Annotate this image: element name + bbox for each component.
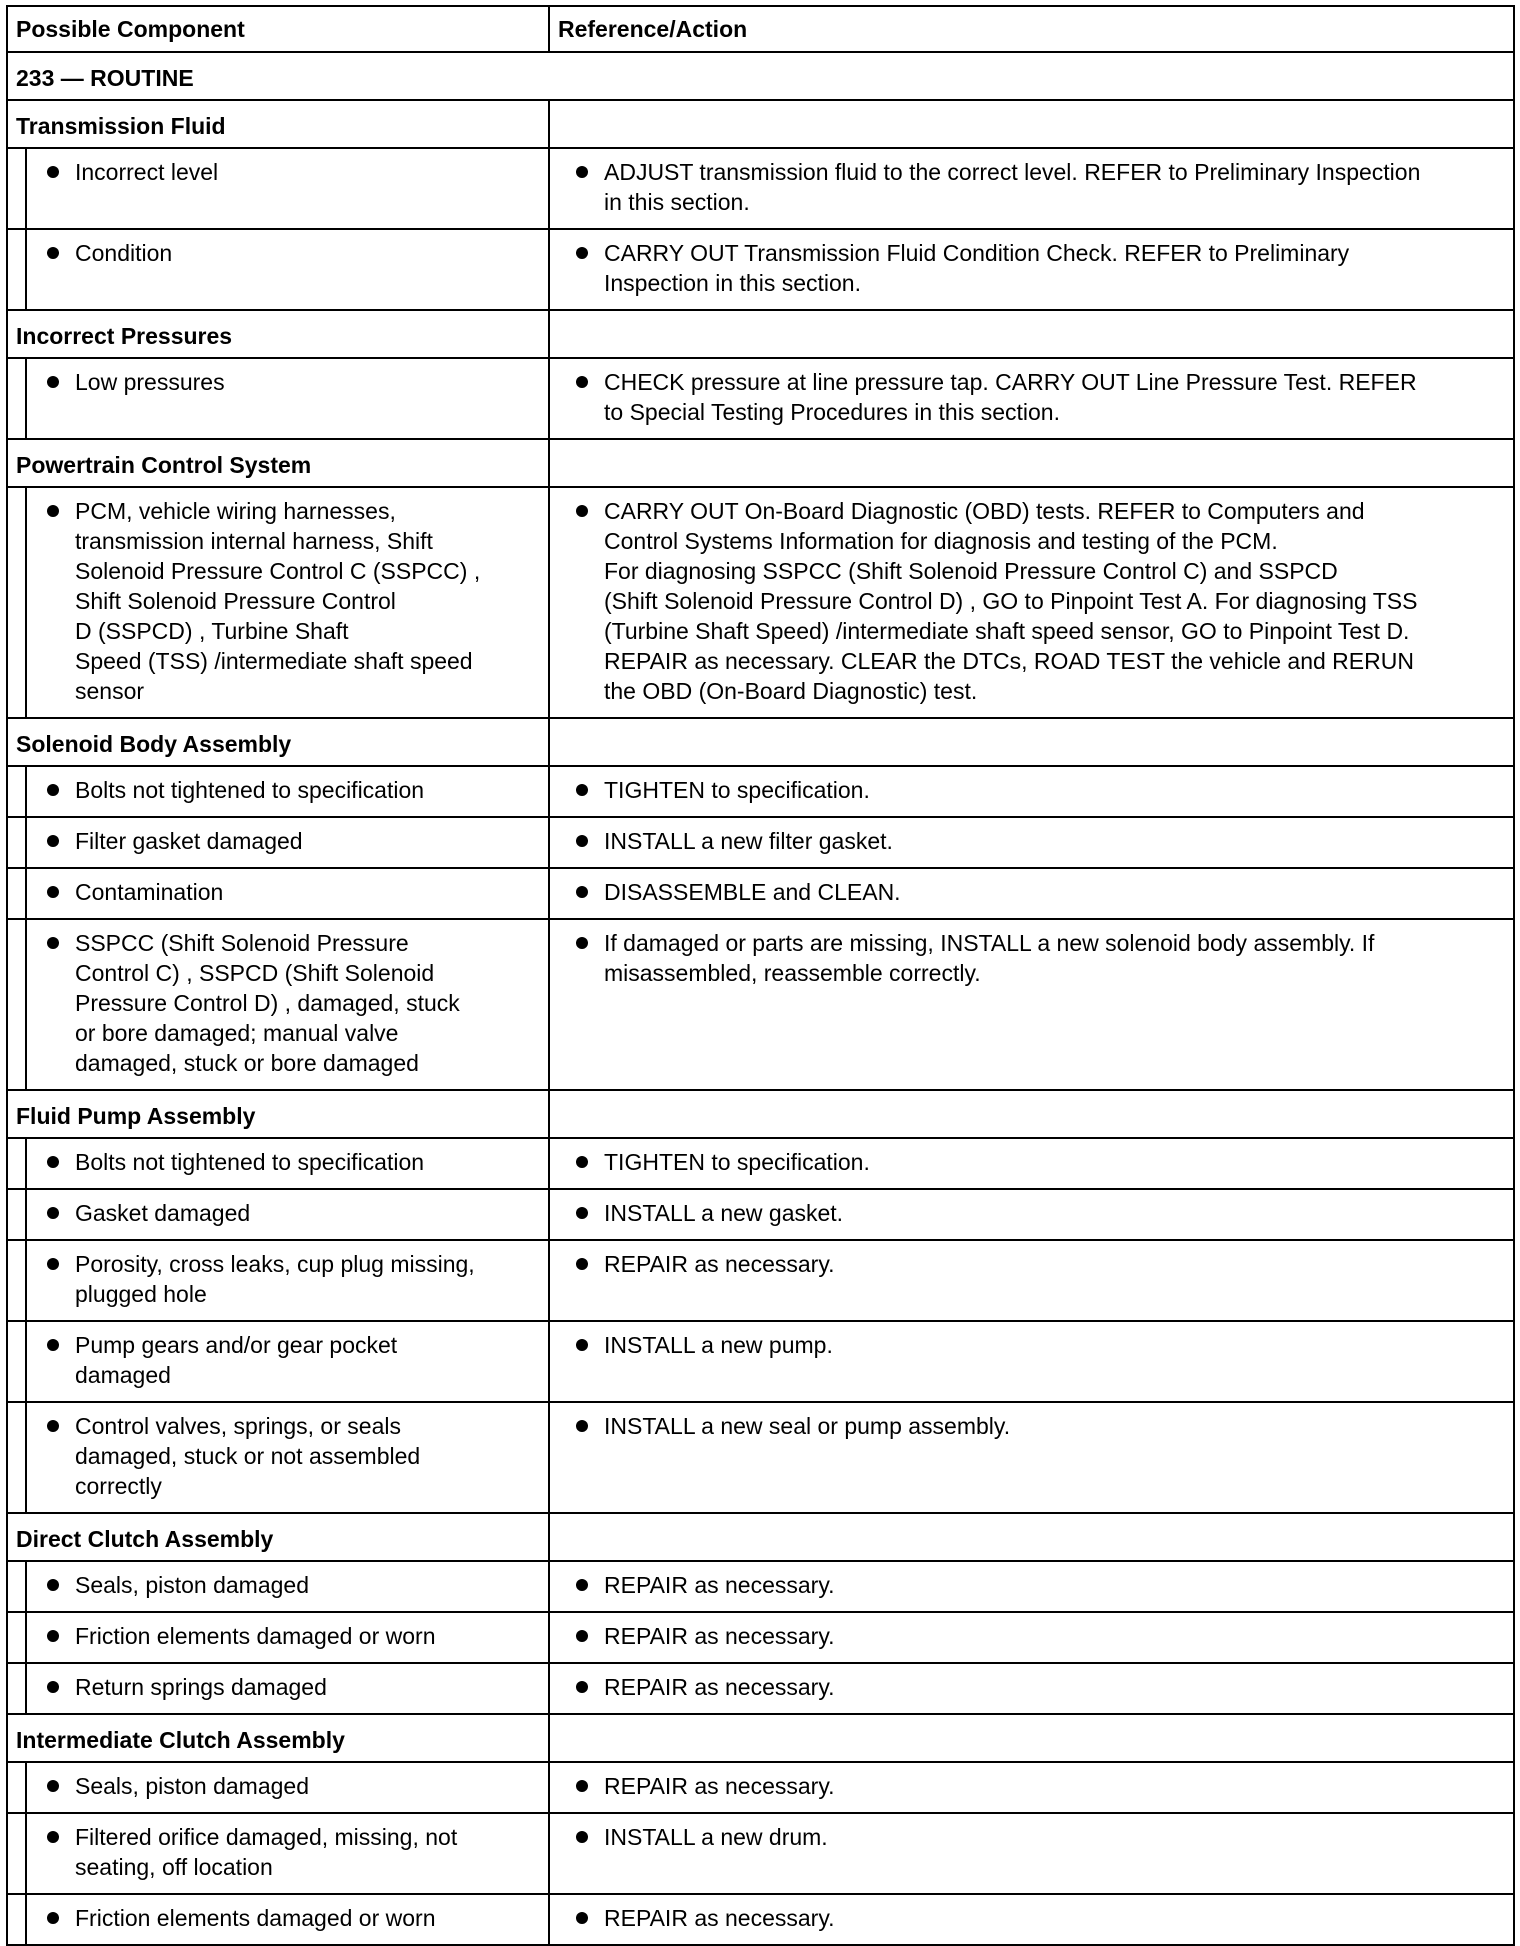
action-cell <box>549 1321 1514 1402</box>
routine-title: 233 — ROUTINE <box>7 52 1514 100</box>
bullet-icon <box>47 937 59 949</box>
indent-rule <box>25 1322 540 1401</box>
action-text: INSTALL a new drum. <box>604 1824 828 1850</box>
group-title: Solenoid Body Assembly <box>7 718 549 766</box>
component-cell <box>7 1894 549 1945</box>
bullet-icon <box>47 1339 59 1351</box>
component-cell <box>7 766 549 817</box>
bullet-icon <box>576 166 588 178</box>
bullet-icon <box>576 937 588 949</box>
group-row <box>7 310 1514 358</box>
bullet-icon <box>576 835 588 847</box>
action-text: REPAIR as necessary. <box>604 1251 835 1277</box>
table-row <box>7 358 1514 439</box>
group-blank-cell <box>549 1513 1514 1561</box>
action-text: REPAIR as necessary. <box>604 1773 835 1799</box>
action-cell <box>549 1189 1514 1240</box>
action-cell <box>549 1813 1514 1894</box>
group-blank-cell <box>549 1090 1514 1138</box>
bullet-icon <box>576 376 588 388</box>
group-title: Intermediate Clutch Assembly <box>7 1714 549 1762</box>
indent-rule <box>25 149 540 228</box>
component-cell <box>7 1612 549 1663</box>
group-title: Fluid Pump Assembly <box>7 1090 549 1138</box>
bullet-icon <box>47 247 59 259</box>
bullet-icon <box>47 1420 59 1432</box>
table-row <box>7 1402 1514 1513</box>
table-row <box>7 1612 1514 1663</box>
action-text: TIGHTEN to specification. <box>604 1149 870 1175</box>
action-cell <box>549 1402 1514 1513</box>
action-text: REPAIR as necessary. <box>604 1623 835 1649</box>
component-cell <box>7 1402 549 1513</box>
action-cell <box>549 148 1514 229</box>
action-text: DISASSEMBLE and CLEAN. <box>604 879 901 905</box>
diagnostic-table <box>6 5 1515 1946</box>
bullet-icon <box>47 1780 59 1792</box>
group-row <box>7 1714 1514 1762</box>
component-cell <box>7 1138 549 1189</box>
component-text: Porosity, cross leaks, cup plug missing, plugged hole <box>75 1251 475 1307</box>
table-row <box>7 1663 1514 1714</box>
table-row <box>7 1762 1514 1813</box>
component-cell <box>7 1663 549 1714</box>
component-text: Friction elements damaged or worn <box>75 1623 436 1649</box>
indent-rule <box>25 1763 540 1812</box>
bullet-icon <box>576 1339 588 1351</box>
bullet-icon <box>47 835 59 847</box>
action-text: INSTALL a new gasket. <box>604 1200 844 1226</box>
bullet-icon <box>47 376 59 388</box>
component-text: Filter gasket damaged <box>75 828 303 854</box>
group-title: Incorrect Pressures <box>7 310 549 358</box>
table-row <box>7 1813 1514 1894</box>
group-title: Direct Clutch Assembly <box>7 1513 549 1561</box>
header-possible-component: Possible Component <box>7 6 549 52</box>
indent-rule <box>25 1664 540 1713</box>
component-text: Seals, piston damaged <box>75 1773 309 1799</box>
action-cell <box>549 919 1514 1090</box>
indent-rule <box>25 1241 540 1320</box>
action-text: INSTALL a new filter gasket. <box>604 828 893 854</box>
table-row <box>7 766 1514 817</box>
table-row <box>7 1240 1514 1321</box>
component-cell <box>7 229 549 310</box>
bullet-icon <box>576 1912 588 1924</box>
indent-rule <box>25 230 540 309</box>
action-cell <box>549 868 1514 919</box>
table-row <box>7 868 1514 919</box>
bullet-icon <box>47 1681 59 1693</box>
table-row <box>7 229 1514 310</box>
component-text: Bolts not tightened to specification <box>75 1149 425 1175</box>
action-text: INSTALL a new seal or pump assembly. <box>604 1413 1011 1439</box>
bullet-icon <box>47 1156 59 1168</box>
component-text: Incorrect level <box>75 159 219 185</box>
bullet-icon <box>576 784 588 796</box>
action-cell <box>549 766 1514 817</box>
action-text: CHECK pressure at line pressure tap. CARRY OUT Line Pressure Test. REFER to Special Testing Procedures in this section. <box>604 369 1417 425</box>
action-text: CARRY OUT Transmission Fluid Condition Check. REFER to Preliminary Inspection in this section. <box>604 240 1350 296</box>
indent-rule <box>25 1190 540 1239</box>
component-text: Bolts not tightened to specification <box>75 777 425 803</box>
bullet-icon <box>576 247 588 259</box>
bullet-icon <box>47 1207 59 1219</box>
component-text: Friction elements damaged or worn <box>75 1905 436 1931</box>
component-cell <box>7 1240 549 1321</box>
indent-rule <box>25 1403 540 1512</box>
bullet-icon <box>576 1420 588 1432</box>
action-text: CARRY OUT On-Board Diagnostic (OBD) tests. REFER to Computers and Control Systems Information for diagnosis and testing of the PCM. For diagnosing SSPCC (Shift Solenoid Pressure Control C) and SSPCD (Shift Solenoid Pressure Control D) , GO to Pinpoint Test A. For diagnosing TSS (Turbine Shaft Speed) /intermediate shaft speed sensor, GO to Pinpoint Test D. REPAIR as necessary. CLEAR the DTCs, ROAD TEST the vehicle and RERUN the OBD (On-Board Diagnostic) test. <box>604 498 1418 704</box>
bullet-icon <box>576 1681 588 1693</box>
bullet-icon <box>47 1912 59 1924</box>
table-row <box>7 1561 1514 1612</box>
indent-rule <box>25 1895 540 1944</box>
component-text: Low pressures <box>75 369 225 395</box>
action-text: If damaged or parts are missing, INSTALL a new solenoid body assembly. If misassembled, reassemble correctly. <box>604 930 1375 986</box>
bullet-icon <box>576 1156 588 1168</box>
table-header-row <box>7 6 1514 52</box>
component-cell <box>7 1762 549 1813</box>
bullet-icon <box>47 784 59 796</box>
table-row <box>7 1894 1514 1945</box>
group-row <box>7 718 1514 766</box>
indent-rule <box>25 1613 540 1662</box>
component-cell <box>7 1561 549 1612</box>
action-cell <box>549 1138 1514 1189</box>
table-row <box>7 148 1514 229</box>
indent-rule <box>25 1562 540 1611</box>
component-text: Condition <box>75 240 173 266</box>
bullet-icon <box>576 505 588 517</box>
component-text: Pump gears and/or gear pocket damaged <box>75 1332 398 1388</box>
action-text: REPAIR as necessary. <box>604 1572 835 1598</box>
group-blank-cell <box>549 1714 1514 1762</box>
indent-rule <box>25 488 540 717</box>
component-cell <box>7 1321 549 1402</box>
component-text: PCM, vehicle wiring harnesses, transmission internal harness, Shift Solenoid Pressure Control C (SSPCC) , Shift Solenoid Pressure Control D (SSPCD) , Turbine Shaft Speed (TSS) /intermediate shaft speed sensor <box>75 498 481 704</box>
group-blank-cell <box>549 310 1514 358</box>
group-row <box>7 1513 1514 1561</box>
bullet-icon <box>576 1831 588 1843</box>
group-blank-cell <box>549 439 1514 487</box>
component-text: SSPCC (Shift Solenoid Pressure Control C) , SSPCD (Shift Solenoid Pressure Control D) , damaged, stuck or bore damaged; manual valve damaged, stuck or bore damaged <box>75 930 460 1076</box>
group-title: Transmission Fluid <box>7 100 549 148</box>
bullet-icon <box>576 1258 588 1270</box>
action-cell <box>549 817 1514 868</box>
table-row <box>7 487 1514 718</box>
bullet-icon <box>47 1630 59 1642</box>
action-cell <box>549 487 1514 718</box>
component-cell <box>7 817 549 868</box>
group-row <box>7 1090 1514 1138</box>
component-cell <box>7 358 549 439</box>
diagnostic-table-container <box>6 5 1515 1946</box>
component-cell <box>7 1813 549 1894</box>
action-cell <box>549 1894 1514 1945</box>
component-text: Gasket damaged <box>75 1200 251 1226</box>
group-row <box>7 439 1514 487</box>
action-text: ADJUST transmission fluid to the correct level. REFER to Preliminary Inspection in this section. <box>604 159 1421 215</box>
action-text: REPAIR as necessary. <box>604 1905 835 1931</box>
action-cell <box>549 1612 1514 1663</box>
group-row <box>7 100 1514 148</box>
indent-rule <box>25 818 540 867</box>
component-text: Seals, piston damaged <box>75 1572 309 1598</box>
component-cell <box>7 919 549 1090</box>
component-cell <box>7 487 549 718</box>
component-cell <box>7 148 549 229</box>
bullet-icon <box>576 1780 588 1792</box>
action-text: TIGHTEN to specification. <box>604 777 870 803</box>
bullet-icon <box>47 505 59 517</box>
group-blank-cell <box>549 100 1514 148</box>
component-text: Return springs damaged <box>75 1674 327 1700</box>
component-text: Contamination <box>75 879 224 905</box>
action-text: REPAIR as necessary. <box>604 1674 835 1700</box>
indent-rule <box>25 1139 540 1188</box>
table-row <box>7 817 1514 868</box>
table-row <box>7 1189 1514 1240</box>
action-cell <box>549 1561 1514 1612</box>
bullet-icon <box>576 1630 588 1642</box>
action-cell <box>549 1663 1514 1714</box>
bullet-icon <box>47 1258 59 1270</box>
bullet-icon <box>576 1207 588 1219</box>
bullet-icon <box>47 1831 59 1843</box>
routine-row <box>7 52 1514 100</box>
indent-rule <box>25 1814 540 1893</box>
component-cell <box>7 1189 549 1240</box>
group-blank-cell <box>549 718 1514 766</box>
action-cell <box>549 1240 1514 1321</box>
component-text: Control valves, springs, or seals damaged, stuck or not assembled correctly <box>75 1413 421 1499</box>
bullet-icon <box>47 886 59 898</box>
bullet-icon <box>47 1579 59 1591</box>
indent-rule <box>25 920 540 1089</box>
component-cell <box>7 868 549 919</box>
action-text: INSTALL a new pump. <box>604 1332 833 1358</box>
indent-rule <box>25 869 540 918</box>
indent-rule <box>25 767 540 816</box>
action-cell <box>549 358 1514 439</box>
table-row <box>7 1138 1514 1189</box>
action-cell <box>549 229 1514 310</box>
group-title: Powertrain Control System <box>7 439 549 487</box>
indent-rule <box>25 359 540 438</box>
table-row <box>7 919 1514 1090</box>
header-reference-action: Reference/Action <box>549 6 1514 52</box>
bullet-icon <box>576 1579 588 1591</box>
bullet-icon <box>47 166 59 178</box>
bullet-icon <box>576 886 588 898</box>
component-text: Filtered orifice damaged, missing, not seating, off location <box>75 1824 458 1880</box>
action-cell <box>549 1762 1514 1813</box>
table-row <box>7 1321 1514 1402</box>
